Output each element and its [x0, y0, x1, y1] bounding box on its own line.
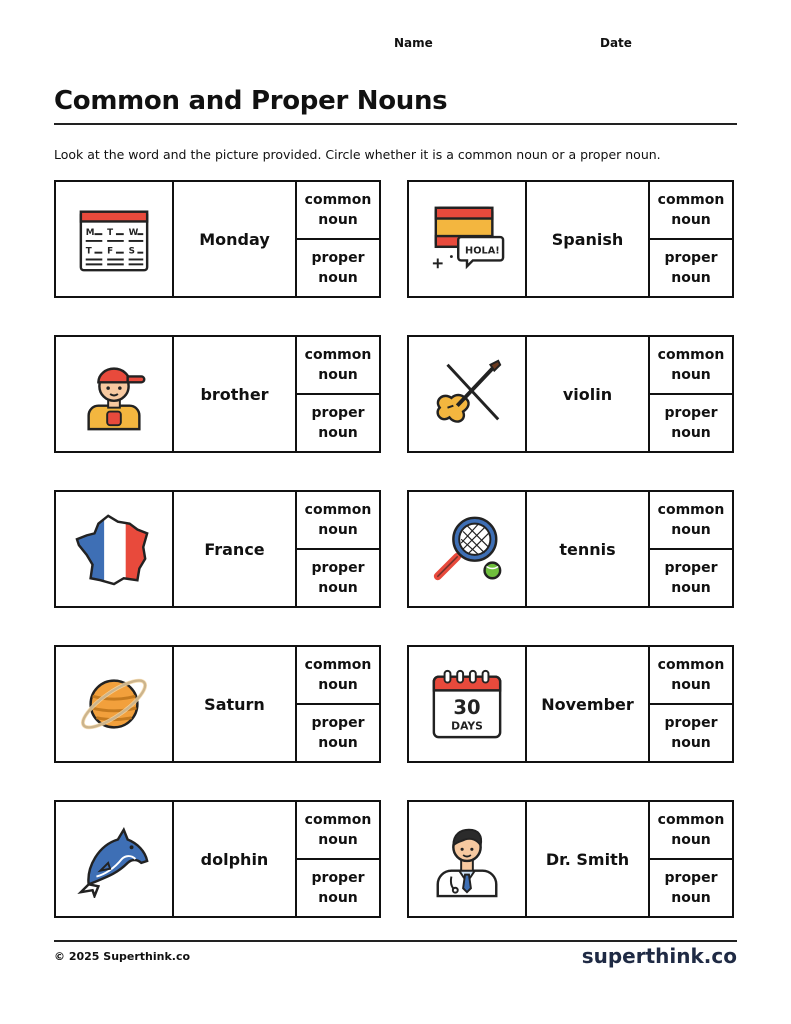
proper-noun-label [312, 868, 365, 908]
common-noun-option[interactable] [650, 647, 732, 703]
card-picture [56, 337, 174, 451]
common-noun-option[interactable] [650, 492, 732, 548]
instructions: Look at the word and the picture provided. Circle whether it is a common noun or a proper noun. [54, 147, 661, 162]
option-text: noun [671, 425, 711, 441]
calendar-week-icon [75, 200, 153, 278]
option-text: common [657, 812, 725, 828]
proper-noun-label [312, 713, 365, 753]
tennis-racket-icon [428, 510, 506, 588]
proper-noun-label [312, 248, 365, 288]
option-text: noun [671, 212, 711, 228]
copyright: © 2025 Superthink.co [54, 950, 191, 963]
noun-card [54, 335, 381, 453]
common-noun-option[interactable] [297, 182, 379, 238]
noun-card [407, 800, 734, 918]
title-divider [54, 123, 737, 125]
noun-options [650, 647, 732, 761]
card-word: tennis [527, 492, 650, 606]
proper-noun-label [312, 403, 365, 443]
common-noun-label [305, 190, 372, 230]
svg-text:T: T [85, 246, 92, 257]
noun-card [407, 490, 734, 608]
noun-card [54, 645, 381, 763]
option-text: proper [311, 560, 365, 576]
saturn-icon [75, 665, 153, 743]
common-noun-label [658, 500, 725, 540]
card-picture [409, 802, 527, 916]
proper-noun-option[interactable] [297, 238, 379, 296]
proper-noun-option[interactable] [650, 393, 732, 451]
option-text: common [657, 657, 725, 673]
option-text: noun [671, 735, 711, 751]
card-picture [56, 647, 174, 761]
option-text: noun [671, 270, 711, 286]
option-text: common [657, 502, 725, 518]
option-text: proper [664, 560, 718, 576]
svg-text:T: T [107, 228, 114, 239]
option-text: proper [664, 405, 718, 421]
common-noun-label [305, 500, 372, 540]
option-text: noun [671, 890, 711, 906]
spanish-flag-hola-icon [428, 200, 506, 278]
noun-card [407, 335, 734, 453]
option-text: noun [318, 270, 358, 286]
card-picture [409, 337, 527, 451]
svg-text:HOLA!: HOLA! [465, 245, 500, 257]
option-text: common [657, 347, 725, 363]
card-picture [56, 492, 174, 606]
common-noun-label [658, 810, 725, 850]
card-picture [56, 802, 174, 916]
page-title: Common and Proper Nouns [54, 86, 448, 116]
noun-options [650, 337, 732, 451]
card-word: dolphin [174, 802, 297, 916]
proper-noun-option[interactable] [650, 703, 732, 761]
proper-noun-label [312, 558, 365, 598]
svg-text:S: S [128, 246, 135, 257]
footer-divider [54, 940, 737, 942]
proper-noun-option[interactable] [650, 238, 732, 296]
common-noun-label [305, 655, 372, 695]
noun-options [650, 802, 732, 916]
option-text: noun [318, 522, 358, 538]
boy-icon [75, 355, 153, 433]
option-text: common [304, 192, 372, 208]
svg-text:W: W [128, 228, 139, 239]
doctor-icon [428, 820, 506, 898]
card-picture [56, 182, 174, 296]
card-word: Saturn [174, 647, 297, 761]
card-picture [409, 647, 527, 761]
date-label: Date [600, 36, 632, 50]
svg-text:M: M [85, 228, 95, 239]
common-noun-option[interactable] [650, 182, 732, 238]
common-noun-option[interactable] [650, 337, 732, 393]
card-word: Dr. Smith [527, 802, 650, 916]
violin-icon [428, 355, 506, 433]
option-text: noun [318, 367, 358, 383]
dolphin-icon [75, 820, 153, 898]
option-text: proper [311, 250, 365, 266]
noun-card [54, 180, 381, 298]
common-noun-label [658, 345, 725, 385]
option-text: proper [311, 405, 365, 421]
card-word: violin [527, 337, 650, 451]
option-text: noun [318, 677, 358, 693]
proper-noun-label [665, 248, 718, 288]
option-text: noun [671, 580, 711, 596]
noun-options [297, 647, 379, 761]
proper-noun-option[interactable] [650, 858, 732, 916]
option-text: common [304, 347, 372, 363]
option-text: noun [318, 832, 358, 848]
noun-options [650, 492, 732, 606]
card-word: Spanish [527, 182, 650, 296]
option-text: common [657, 192, 725, 208]
noun-card [54, 800, 381, 918]
proper-noun-option[interactable] [297, 858, 379, 916]
noun-options [297, 492, 379, 606]
proper-noun-option[interactable] [297, 548, 379, 606]
noun-card [407, 645, 734, 763]
proper-noun-option[interactable] [297, 703, 379, 761]
common-noun-option[interactable] [650, 802, 732, 858]
option-text: common [304, 502, 372, 518]
proper-noun-option[interactable] [297, 393, 379, 451]
option-text: noun [671, 832, 711, 848]
proper-noun-label [665, 868, 718, 908]
option-text: noun [318, 580, 358, 596]
option-text: noun [318, 425, 358, 441]
svg-text:30: 30 [453, 695, 481, 719]
common-noun-option[interactable] [297, 492, 379, 548]
card-picture [409, 492, 527, 606]
option-text: proper [664, 715, 718, 731]
noun-options [297, 802, 379, 916]
card-picture [409, 182, 527, 296]
calendar-30-days-icon [428, 665, 506, 743]
option-text: proper [664, 250, 718, 266]
option-text: noun [318, 212, 358, 228]
noun-options [297, 182, 379, 296]
card-word: brother [174, 337, 297, 451]
option-text: proper [311, 870, 365, 886]
proper-noun-label [665, 558, 718, 598]
option-text: common [304, 657, 372, 673]
option-text: noun [671, 367, 711, 383]
name-label: Name [394, 36, 433, 50]
noun-card [407, 180, 734, 298]
svg-text:DAYS: DAYS [451, 719, 483, 733]
option-text: common [304, 812, 372, 828]
brand-logo: superthink.co [581, 944, 737, 968]
common-noun-label [305, 345, 372, 385]
common-noun-label [305, 810, 372, 850]
common-noun-label [658, 190, 725, 230]
option-text: noun [318, 890, 358, 906]
proper-noun-label [665, 403, 718, 443]
common-noun-label [658, 655, 725, 695]
card-word: France [174, 492, 297, 606]
noun-card [54, 490, 381, 608]
option-text: proper [311, 715, 365, 731]
option-text: proper [664, 870, 718, 886]
option-text: noun [318, 735, 358, 751]
svg-text:F: F [107, 246, 114, 257]
option-text: noun [671, 677, 711, 693]
option-text: noun [671, 522, 711, 538]
proper-noun-label [665, 713, 718, 753]
noun-options [297, 337, 379, 451]
france-map-icon [75, 510, 153, 588]
common-noun-option[interactable] [297, 337, 379, 393]
proper-noun-option[interactable] [650, 548, 732, 606]
card-word: November [527, 647, 650, 761]
common-noun-option[interactable] [297, 802, 379, 858]
common-noun-option[interactable] [297, 647, 379, 703]
card-word: Monday [174, 182, 297, 296]
noun-options [650, 182, 732, 296]
